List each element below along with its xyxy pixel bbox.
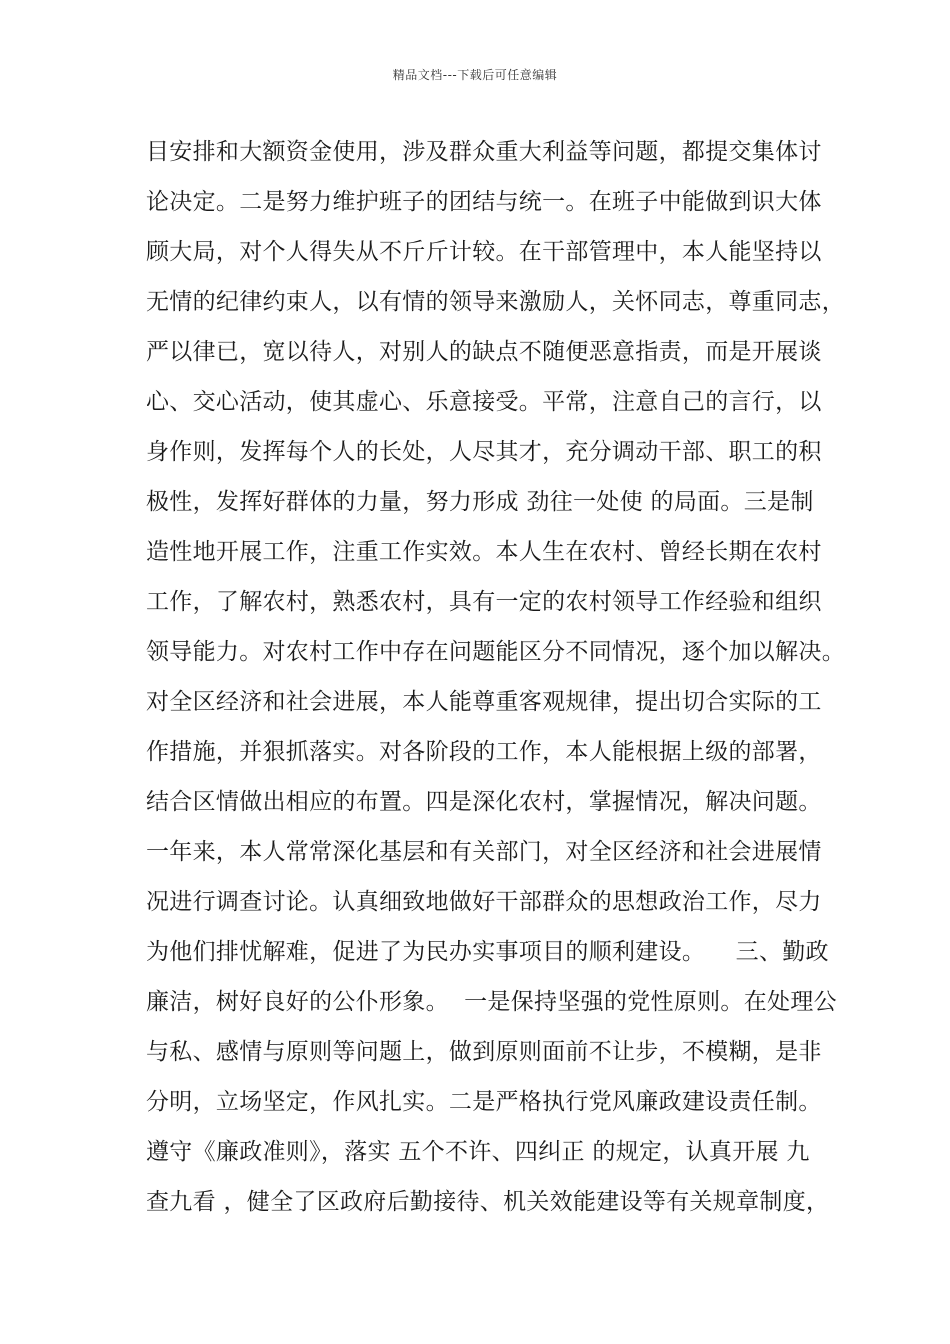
text-line: 分明，立场坚定，作风扎实。二是严格执行党风廉政建设责任制。 — [146, 1089, 822, 1115]
document-body — [146, 132, 845, 1232]
text-line: 顾大局，对个人得失从不斤斤计较。在干部管理中，本人能坚持以 — [146, 239, 822, 265]
text-line: 极性，发挥好群体的力量，努力形成 劲往一处使 的局面。三是制 — [146, 489, 814, 515]
text-line: 对全区经济和社会进展，本人能尊重客观规律，提出切合实际的工 — [146, 689, 822, 715]
text-line: 领导能力。对农村工作中存在问题能区分不同情况，逐个加以解决。 — [146, 639, 845, 665]
text-line: 心、交心活动，使其虚心、乐意接受。平常，注意自己的言行，以 — [146, 389, 822, 415]
text-line: 造性地开展工作，注重工作实效。本人生在农村、曾经长期在农村 — [146, 539, 822, 565]
text-line: 一年来，本人常常深化基层和有关部门，对全区经济和社会进展情 — [146, 839, 822, 865]
text-line: 无情的纪律约束人，以有情的领导来激励人，关怀同志，尊重同志， — [146, 289, 845, 315]
text-line: 查九看 ，健全了区政府后勤接待、机关效能建设等有关规章制度， — [146, 1189, 830, 1215]
text-line: 论决定。二是努力维护班子的团结与统一。在班子中能做到识大体 — [146, 189, 822, 215]
text-line: 与私、感情与原则等问题上，做到原则面前不让步，不模糊，是非 — [146, 1039, 822, 1065]
text-line: 目安排和大额资金使用，涉及群众重大利益等问题，都提交集体讨 — [146, 139, 822, 165]
text-line: 廉洁，树好良好的公仆形象。 一是保持坚强的党性原则。在处理公 — [146, 989, 837, 1015]
text-line: 况进行调查讨论。认真细致地做好干部群众的思想政治工作，尽力 — [146, 889, 822, 915]
text-line: 结合区情做出相应的布置。四是深化农村，掌握情况，解决问题。 — [146, 789, 822, 815]
text-line: 作措施，并狠抓落实。对各阶段的工作，本人能根据上级的部署， — [146, 739, 822, 765]
text-line: 遵守《廉政准则》，落实 五个不许、四纠正 的规定，认真开展 九 — [146, 1139, 810, 1165]
text-line: 身作则，发挥每个人的长处，人尽其才，充分调动干部、职工的积 — [146, 439, 822, 465]
text-line: 工作，了解农村，熟悉农村，具有一定的农村领导工作经验和组织 — [146, 589, 822, 615]
page-header: 精品文档---下载后可任意编辑 — [392, 68, 558, 82]
text-line: 为他们排忧解难，促进了为民办实事项目的顺利建设。 三、勤政 — [146, 939, 829, 965]
text-line: 严以律已，宽以待人，对别人的缺点不随便恶意指责，而是开展谈 — [146, 339, 822, 365]
